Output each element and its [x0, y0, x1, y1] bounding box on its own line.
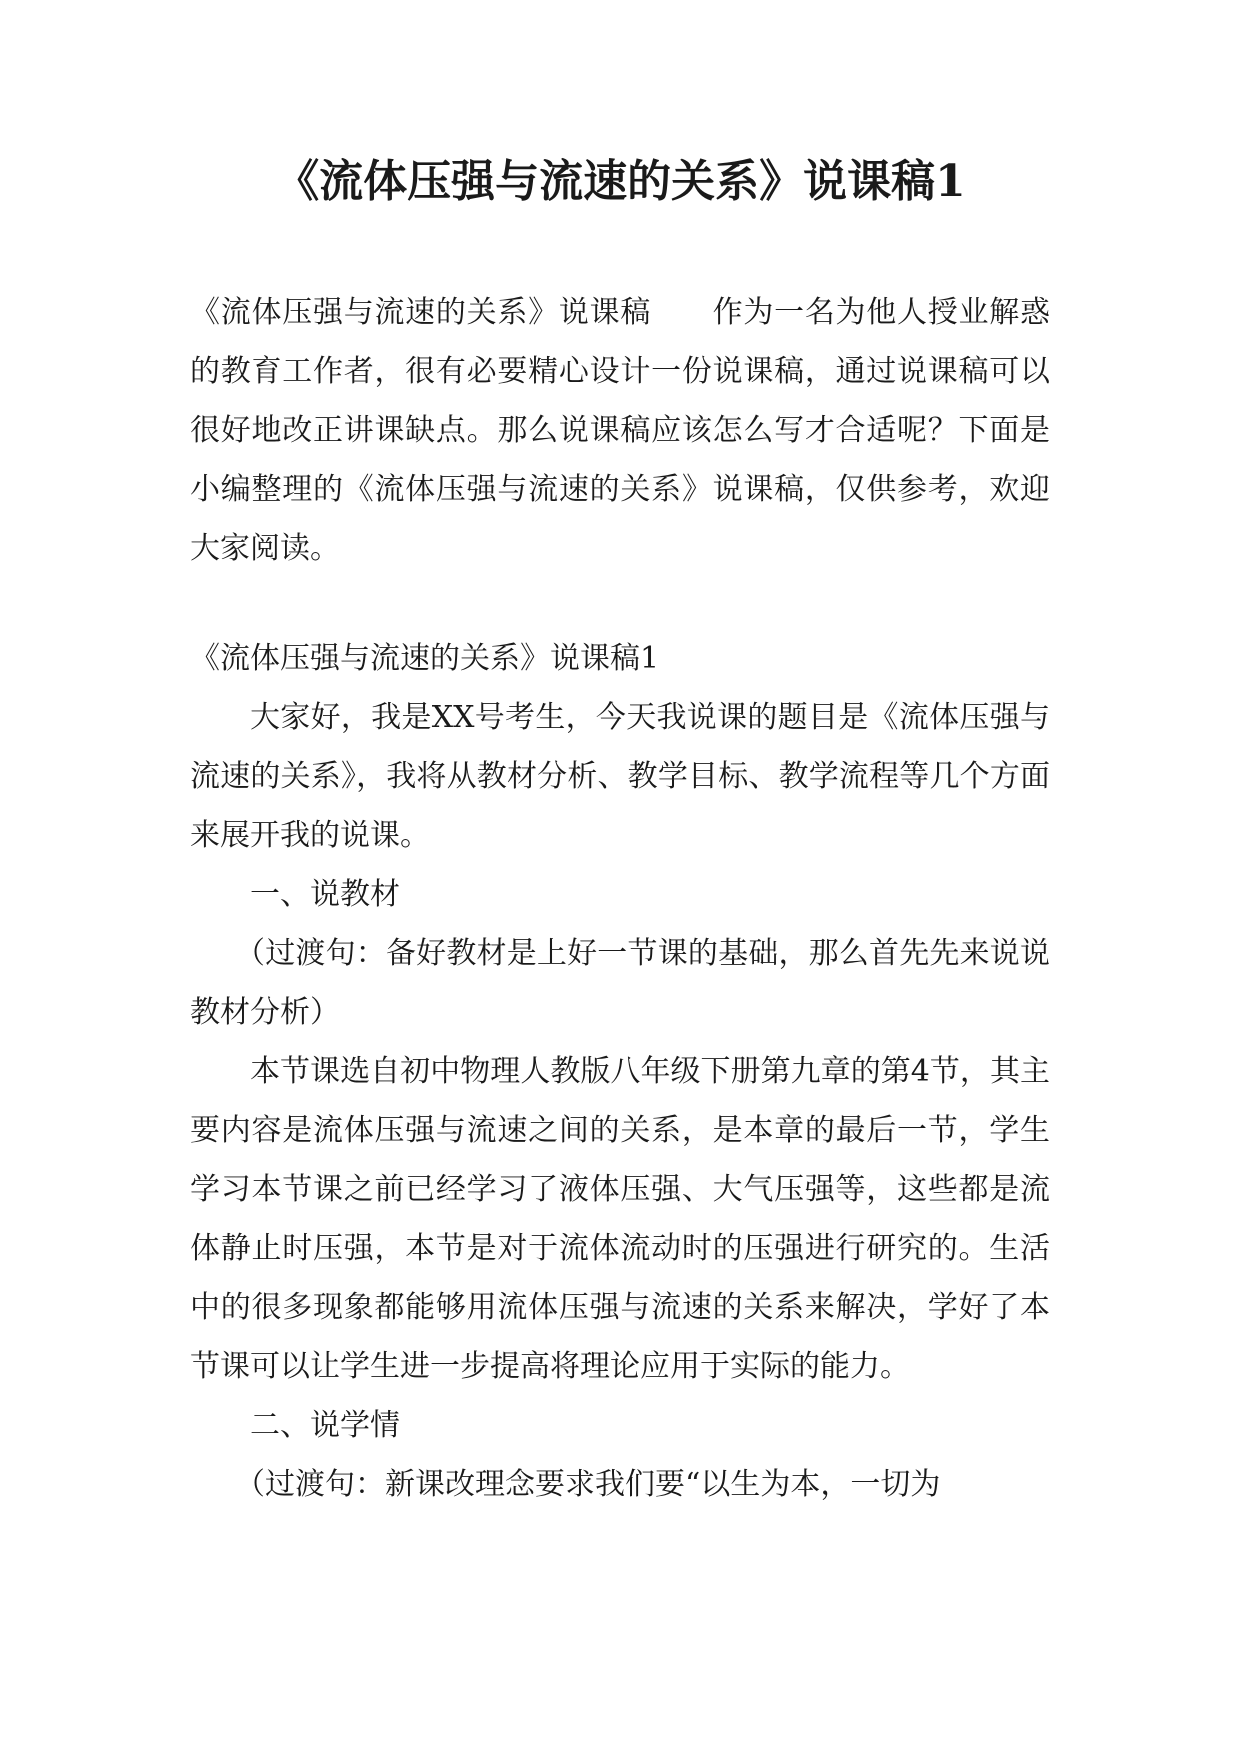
transition-students: （过渡句：新课改理念要求我们要“以生为本，一切为: [235, 1467, 941, 1502]
heading-students: 二、说学情: [250, 1408, 400, 1443]
greeting-paragraph: 大家好，我是XX号考生，今天我说课的题目是《流体压强与流速的关系》，我将从教材分析、教学目标、教学流程等几个方面来展开我的说课。: [190, 700, 1050, 853]
section-heading: 《流体压强与流速的关系》说课稿1: [190, 641, 660, 676]
transition-textbook: （过渡句：备好教材是上好一节课的基础，那么首先先来说说教材分析）: [190, 936, 1050, 1030]
heading-textbook: 一、说教材: [250, 877, 400, 912]
section-spacer: [190, 578, 1050, 629]
document-body: [190, 283, 1050, 1514]
document-title: 《流体压强与流速的关系》说课稿1: [275, 156, 966, 207]
textbook-analysis-paragraph: 本节课选自初中物理人教版八年级下册第九章的第4节，其主要内容是流体压强与流速之间的关系，是本章的最后一节，学生学习本节课之前已经学习了液体压强、大气压强等，这些都是流体静止时压强，本节是对于流体流动时的压强进行研究的。生活中的很多现象都能够用流体压强与流速的关系来解决，学好了本节课可以让学生进一步提高将理论应用于实际的能力。: [190, 1054, 1050, 1384]
intro-paragraph: 《流体压强与流速的关系》说课稿 作为一名为他人授业解惑的教育工作者，很有必要精心设计一份说课稿，通过说课稿可以很好地改正讲课缺点。那么说课稿应该怎么写才合适呢？下面是小编整理的《流体压强与流速的关系》说课稿，仅供参考，欢迎大家阅读。: [190, 295, 1050, 566]
